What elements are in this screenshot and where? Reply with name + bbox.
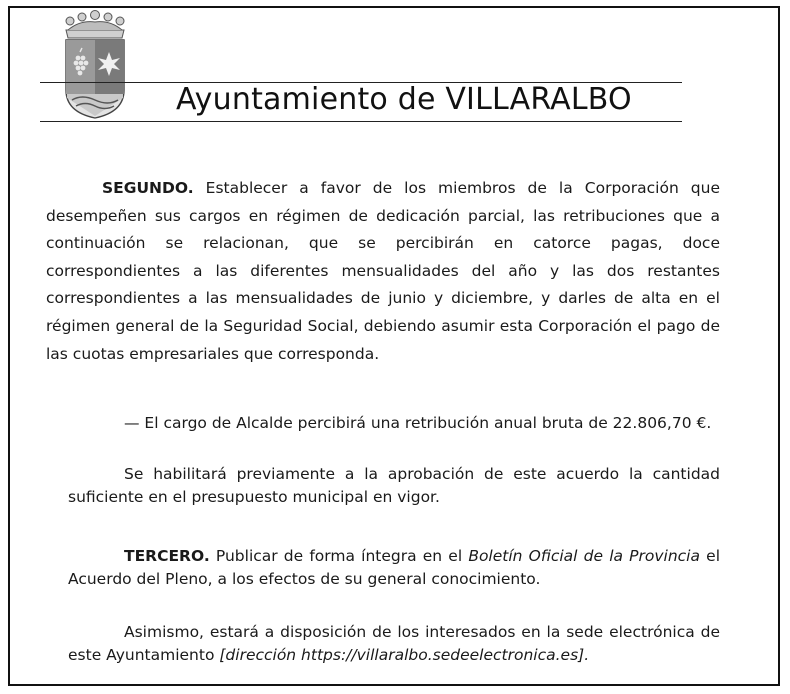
habilitara-text: Se habilitará previamente a la aprobación de este acuerdo la cantidad suficiente en el presupuesto municipal en vigor. — [68, 465, 720, 506]
segundo-paragraph — [46, 175, 720, 368]
asimismo-paragraph — [68, 621, 720, 667]
asimismo-text: Asimismo, estará a disposición de los interesados en la sede electrónica de este Ayuntamiento — [68, 623, 720, 664]
page-title: Ayuntamiento de VILLARALBO — [176, 82, 632, 117]
boletin-reference: Boletín Oficial de la Provincia — [468, 547, 700, 565]
tercero-text-before: Publicar de forma íntegra en el — [215, 547, 463, 565]
segundo-text: Establecer a favor de los miembros de la Corporación que desempeñen sus cargos en régimen de dedicación parcial, las retribuciones que a continuación se relacionan, que se percibirán en catorce pagas, doce correspondientes a las diferentes mensualidades del año y las dos restantes correspondientes a las mensualidades de junio y diciembre, y darles de alta en el régimen general de la Seguridad Social, debiendo asumir esta Corporación el pago de las cuotas empresariales que corresponda. — [46, 179, 720, 363]
tercero-paragraph — [68, 545, 720, 591]
habilitara-paragraph — [68, 463, 720, 509]
tercero-text-after: el Acuerdo del Pleno, a los efectos de su general conocimiento. — [68, 547, 721, 588]
sede-electronica-link[interactable]: [dirección https://villaralbo.sedeelectronica.es]. — [219, 646, 590, 664]
alcalde-text: — El cargo de Alcalde percibirá una retribución anual bruta de 22.806,70 €. — [124, 414, 712, 432]
tercero-heading: TERCERO. — [124, 547, 210, 565]
alcalde-paragraph — [68, 412, 720, 435]
header-rule-bottom — [40, 121, 682, 122]
coat-of-arms-icon — [60, 8, 130, 120]
segundo-heading: SEGUNDO. — [102, 179, 194, 197]
